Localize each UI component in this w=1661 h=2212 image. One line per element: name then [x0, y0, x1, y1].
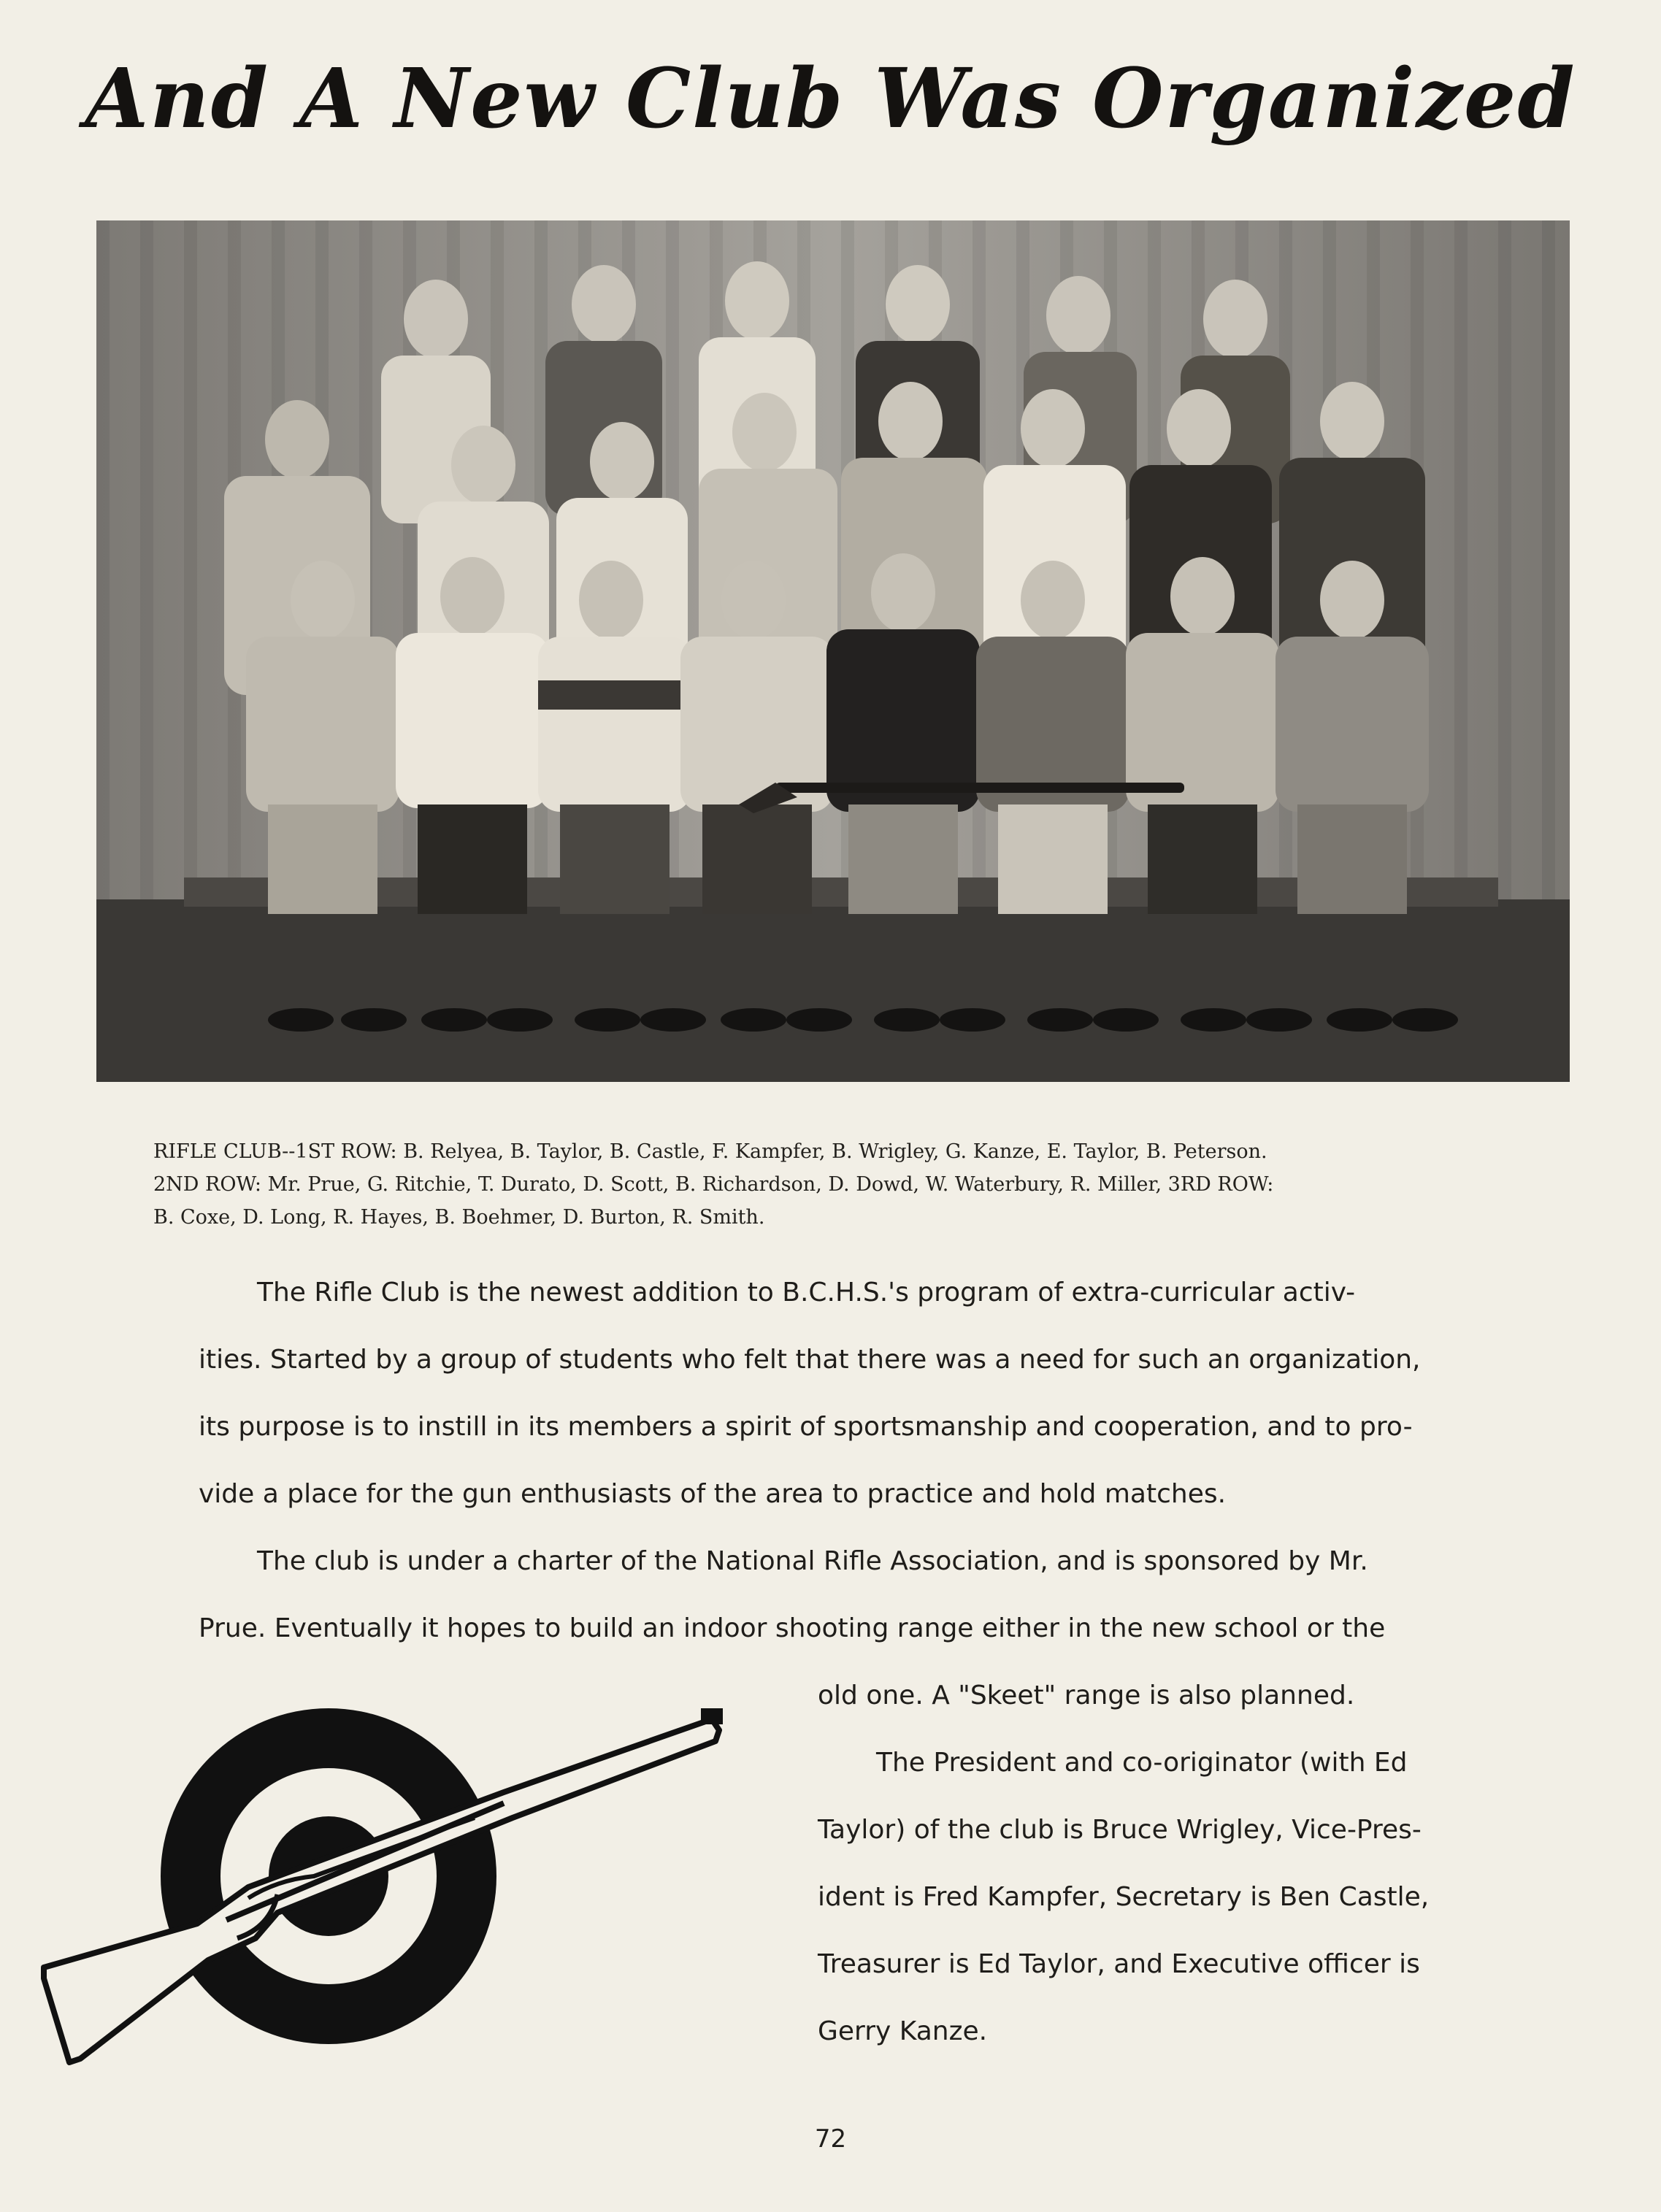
page-number: 72 — [814, 2124, 847, 2154]
text-line: ident is Fred Kampfer, Secretary is Ben Castle, — [818, 1882, 1430, 1912]
caption-line: 2ND ROW: Mr. Prue, G. Ritchie, T. Durato, D. Scott, B. Richardson, D. Dowd, W. Waterbury, R. Miller, 3RD ROW: — [153, 1173, 1274, 1196]
photo-illustration — [96, 220, 1570, 1082]
text-line: Taylor) of the club is Bruce Wrigley, Vice-Pres- — [818, 1815, 1422, 1845]
text-line: The President and co-originator (with Ed — [876, 1748, 1408, 1778]
text-line: The Rifle Club is the newest addition to B.C.H.S.'s program of extra-curricular activ- — [257, 1278, 1356, 1307]
text-line: The club is under a charter of the National Rifle Association, and is sponsored by Mr. — [257, 1546, 1368, 1576]
text-line: its purpose is to instill in its members a spirit of sportsmanship and cooperation, and to pro- — [199, 1412, 1413, 1442]
paragraph-2-continued — [818, 1662, 1504, 1729]
page-title: And A New Club Was Organized — [85, 51, 1576, 147]
caption-line: RIFLE CLUB--1ST ROW: B. Relyea, B. Taylor, B. Castle, F. Kampfer, B. Wrigley, G. Kanze, E. Taylor, B. Peterson. — [153, 1140, 1267, 1163]
caption-line: B. Coxe, D. Long, R. Hayes, B. Boehmer, D. Burton, R. Smith. — [153, 1206, 765, 1229]
text-line: vide a place for the gun enthusiasts of the area to practice and hold matches. — [199, 1479, 1227, 1509]
text-line: ities. Started by a group of students who felt that there was a need for such an organization, — [199, 1345, 1421, 1375]
paragraph-2 — [199, 1528, 1484, 1662]
text-line: Prue. Eventually it hopes to build an indoor shooting range either in the new school or the — [199, 1613, 1386, 1643]
photo-caption — [153, 1135, 1541, 1234]
paragraph-1 — [199, 1259, 1484, 1528]
rifle-target-drawing — [37, 1679, 774, 2088]
text-line: Treasurer is Ed Taylor, and Executive officer is — [818, 1949, 1420, 1979]
paragraph-3 — [818, 1729, 1504, 2065]
rifle-target-icon — [37, 1679, 774, 2088]
rifle-club-photo — [96, 220, 1570, 1082]
text-line: Gerry Kanze. — [818, 2016, 988, 2046]
text-line: old one. A "Skeet" range is also planned. — [818, 1681, 1355, 1710]
